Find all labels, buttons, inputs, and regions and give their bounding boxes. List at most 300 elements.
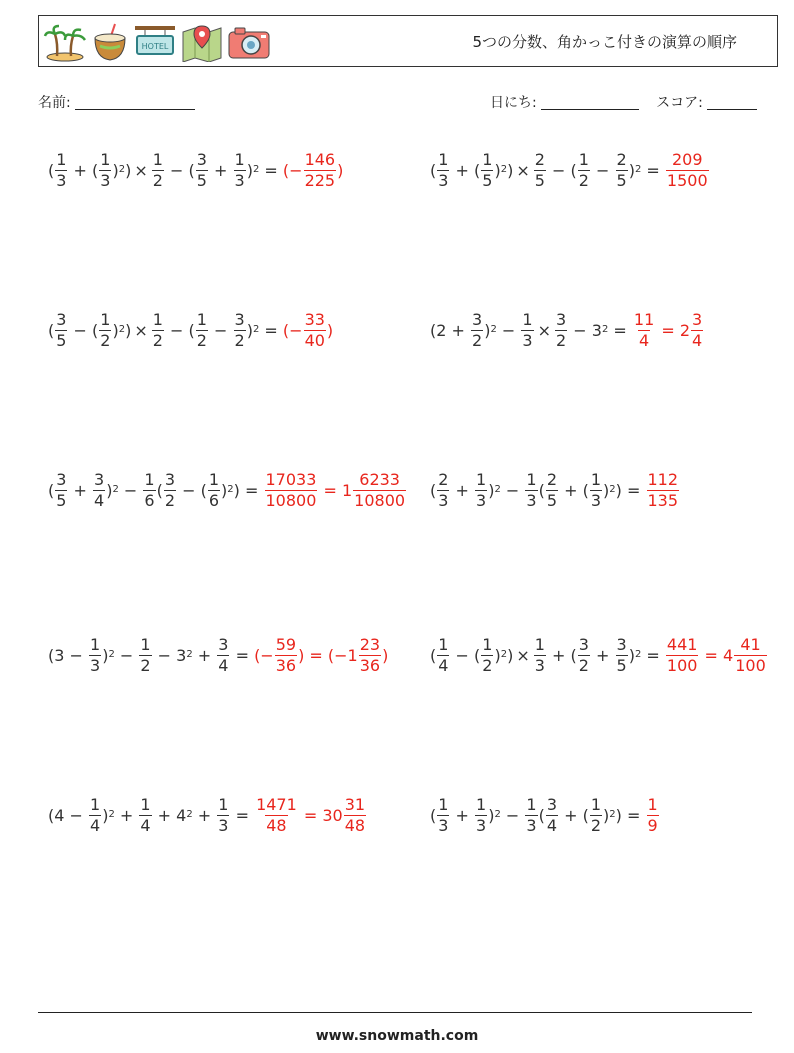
expression-text: ) [125,320,132,340]
palm-island-icon [43,22,87,62]
numerator: 3 [472,309,483,329]
denominator: 4 [638,330,650,350]
map-pin-icon [181,22,223,62]
fraction [616,636,628,674]
expression-text: − ( [177,480,207,500]
fraction [359,636,381,674]
expression-text: ) [382,645,389,665]
fraction [217,636,229,674]
expression-text: = [608,320,632,340]
numerator: 146 [304,149,336,169]
name-label: 名前: [38,95,71,111]
fraction [234,311,246,349]
expression-text: ) [246,320,253,340]
denominator: 4 [90,815,101,835]
denominator: 5 [196,170,207,190]
expression-text: ( [156,480,163,500]
expression-text: + ( [450,160,481,180]
expression-text: = [641,160,665,180]
numerator: 33 [304,309,325,329]
problem-expression: (3 − $\frac{1}{3}$ ) 2 − $\frac{1}{2}$ − 3 2 + $\frac{3}{4}$ = [48,634,255,675]
problem-answer [254,636,388,674]
denominator: 2 [152,330,163,350]
denominator: 36 [275,655,297,675]
expression-text: ( [48,320,55,340]
expression-text: ) [603,805,610,825]
denominator: 1500 [666,170,708,190]
date-score-fields [490,92,757,112]
fraction [555,311,567,349]
numerator: 1 [196,309,207,329]
fraction [590,796,602,834]
denominator: 9 [647,815,658,835]
denominator: 100 [735,655,766,675]
expression-text: ( [430,160,437,180]
fraction [546,796,558,834]
expression-text: ) [603,480,610,500]
problem-expression: ( $\frac{3}{5}$ − ( $\frac{1}{2}$ ) 2 ) × $\frac{1}{2}$ − ( $\frac{1}{2}$ − $\frac{3}{2}$ ) 2 = [48,309,283,350]
fraction [55,471,67,509]
denominator: 5 [482,170,493,190]
numerator: 1 [590,794,602,814]
denominator: 10800 [354,490,406,510]
numerator: 112 [647,469,679,489]
expression-text: + [450,805,475,825]
expression-text: = [259,320,283,340]
denominator: 2 [472,330,483,350]
operator: × [134,160,148,180]
denominator: 2 [152,170,163,190]
fraction [437,636,449,674]
numerator: 1 [482,149,493,169]
numerator: 1 [140,794,151,814]
footer-divider [38,1012,752,1013]
fraction [475,796,487,834]
denominator: 225 [304,170,336,190]
expression-text: = [641,645,665,665]
denominator: 5 [616,170,627,190]
fraction [255,796,298,834]
date-label: 日にち: [490,95,537,111]
expression-text: − [208,320,233,340]
fraction [99,311,111,349]
expression-text: ) [326,320,334,340]
numerator: 31 [344,794,366,814]
problem-answer [283,151,343,189]
fraction [437,796,449,834]
denominator: 2 [140,655,151,675]
fraction [437,471,449,509]
denominator: 40 [304,330,325,350]
denominator: 3 [56,170,67,190]
fraction [590,471,602,509]
expression-text: + 4 [152,805,187,825]
numerator: 1 [438,149,449,169]
coconut-drink-icon [91,22,129,62]
fraction [217,796,229,834]
denominator: 3 [476,815,487,835]
fraction [666,636,699,674]
svg-text:HOTEL: HOTEL [141,42,169,51]
expression-text: ( [538,480,545,500]
expression-text: + ( [68,160,99,180]
worksheet-title: 5つの分数、角かっこ付きの演算の順序 [472,33,737,51]
denominator: 4 [438,655,449,675]
date-line[interactable] [541,95,639,110]
numerator: 2 [616,149,627,169]
expression-text: ) [112,160,119,180]
denominator: 3 [522,330,533,350]
expression-text: − ( [450,645,481,665]
numerator: 59 [275,634,297,654]
expression-text: ) [337,160,344,180]
denominator: 3 [90,655,101,675]
numerator: 6233 [359,469,400,489]
expression-text: ) [494,160,501,180]
denominator: 5 [546,490,558,510]
fraction [152,311,164,349]
problem-expression: (2 + $\frac{3}{2}$ ) 2 − $\frac{1}{3}$ × $\frac{3}{2}$ − 3 2 = [430,309,632,350]
expression-text: + [192,805,217,825]
numerator: 3 [234,309,245,329]
fraction [534,151,546,189]
expression-text: ) = [233,480,264,500]
operator: × [516,645,530,665]
problem-expression: (4 − $\frac{1}{4}$ ) 2 + $\frac{1}{4}$ + 4 2 + $\frac{1}{3}$ = [48,794,255,835]
numerator: 1 [208,469,220,489]
expression-text: − [590,160,615,180]
problem-answer [665,151,710,189]
problem-answer [646,796,660,834]
fraction [525,471,537,509]
denominator: 4 [218,655,229,675]
fraction [471,311,483,349]
denominator: 36 [359,655,381,675]
fraction [647,471,680,509]
header-icons [43,22,271,62]
numerator: 1 [90,634,101,654]
numerator: 3 [56,469,67,489]
expression-text: − [496,320,521,340]
problem-answer [254,796,367,834]
numerator: 1 [482,634,493,654]
expression-text: ) [494,645,501,665]
fraction [481,636,493,674]
fraction [275,636,297,674]
fraction [304,311,326,349]
numerator: 1 [438,794,449,814]
numerator: 1 [144,469,155,489]
denominator: 4 [546,815,558,835]
problem-p5 [48,460,407,520]
fraction [265,471,318,509]
fraction [304,151,337,189]
fraction [437,151,449,189]
expression-text: ) = [615,480,646,500]
expression-text: ) = (−1 [298,645,358,665]
expression-text: = 1 [318,480,353,500]
fraction [89,796,101,834]
problem-expression: ( $\frac{1}{3}$ + $\frac{1}{3}$ ) 2 − $\frac{1}{3}$ ( $\frac{3}{4}$ + ( $\frac{1}{2}$ ) 2 ) = [430,794,646,835]
fraction [633,311,655,349]
worksheet-header [38,15,778,67]
name-field [38,92,195,112]
numerator: 209 [671,149,703,169]
numerator: 3 [616,634,627,654]
numerator: 1 [90,794,101,814]
numerator: 3 [546,794,558,814]
denominator: 3 [526,490,537,510]
expression-text: ) [507,160,514,180]
expression-text: ) [484,320,491,340]
problem-expression: ( $\frac{1}{4}$ − ( $\frac{1}{2}$ ) 2 ) × $\frac{1}{3}$ + ( $\frac{3}{2}$ + $\frac{3}{5}$ ) 2 = [430,634,665,675]
numerator: 3 [56,309,67,329]
expression-text: − ( [164,160,195,180]
expression-text: (4 − [48,805,88,825]
problem-expression: ( $\frac{1}{3}$ + ( $\frac{1}{3}$ ) 2 ) × $\frac{1}{2}$ − ( $\frac{3}{5}$ + $\frac{1}{3}$ ) 2 = [48,149,283,190]
expression-text: (3 − [48,645,88,665]
problem-p10 [430,785,660,845]
denominator: 10800 [265,490,317,510]
denominator: 5 [534,170,545,190]
denominator: 100 [666,655,698,675]
expression-text: ( [48,160,55,180]
numerator: 1 [590,469,602,489]
operator: × [537,320,551,340]
fraction [55,311,67,349]
expression-text: ) [106,480,113,500]
fraction [521,311,533,349]
denominator: 3 [526,815,537,835]
expression-text: (2 + [430,320,470,340]
score-line[interactable] [707,95,757,110]
numerator: 1 [218,794,229,814]
denominator: 2 [578,655,589,675]
expression-text: = 4 [699,645,734,665]
expression-text: − 3 [568,320,602,340]
denominator: 4 [94,490,105,510]
problem-answer [264,471,408,509]
expression-text: ( [48,480,55,500]
operator: × [516,160,530,180]
denominator: 2 [578,170,589,190]
denominator: 3 [218,815,229,835]
expression-text: − [118,480,143,500]
denominator: 48 [344,815,366,835]
numerator: 1 [152,309,163,329]
numerator: 17033 [265,469,317,489]
fraction [196,311,208,349]
numerator: 1471 [256,794,297,814]
numerator: 1 [476,794,487,814]
numerator: 2 [534,149,545,169]
fraction [525,796,537,834]
numerator: 1 [522,309,533,329]
expression-text: ) [102,645,109,665]
expression-text: ( [430,480,437,500]
denominator: 2 [590,815,602,835]
denominator: 6 [144,490,155,510]
expression-text: = [230,645,255,665]
problem-p8 [430,625,768,685]
numerator: 1 [578,149,589,169]
denominator: 3 [438,170,449,190]
expression-text: ) [246,160,253,180]
expression-text: − 3 [152,645,187,665]
problem-expression: ( $\frac{2}{3}$ + $\frac{1}{3}$ ) 2 − $\frac{1}{3}$ ( $\frac{2}{5}$ + ( $\frac{1}{3}$ ) 2 ) = [430,469,646,510]
expression-text: ) [628,645,635,665]
denominator: 2 [164,490,176,510]
expression-text: (− [282,160,303,180]
denominator: 135 [647,490,679,510]
denominator: 2 [196,330,207,350]
numerator: 3 [218,634,229,654]
denominator: 48 [266,815,287,835]
fraction [481,151,493,189]
expression-text: − ( [68,320,99,340]
numerator: 1 [100,309,111,329]
denominator: 2 [100,330,111,350]
expression-text: ) [507,645,514,665]
numerator: 1 [526,794,537,814]
fraction [546,471,558,509]
fraction [734,636,767,674]
numerator: 2 [546,469,558,489]
denominator: 2 [482,655,493,675]
problem-p4 [430,300,704,360]
numerator: 1 [647,794,658,814]
denominator: 4 [140,815,151,835]
numerator: 3 [164,469,176,489]
expression-text: − [500,480,525,500]
hotel-sign-icon [133,22,177,62]
name-line[interactable] [75,95,195,110]
expression-text: + [208,160,233,180]
expression-text: + [114,805,139,825]
numerator: 1 [476,469,487,489]
denominator: 6 [208,490,220,510]
expression-text: ) [488,480,495,500]
numerator: 3 [196,149,207,169]
expression-text: ( [538,805,545,825]
numerator: 23 [359,634,381,654]
denominator: 3 [534,655,545,675]
numerator: 1 [140,634,151,654]
problem-answer [646,471,681,509]
denominator: 5 [56,490,67,510]
expression-text: + [590,645,615,665]
problem-answer [665,636,768,674]
problem-p7 [48,625,388,685]
expression-text: − ( [164,320,195,340]
numerator: 3 [578,634,589,654]
numerator: 3 [94,469,105,489]
problem-p1 [48,140,343,200]
expression-text: ( [430,645,437,665]
expression-text: = [259,160,283,180]
denominator: 3 [438,490,449,510]
denominator: 4 [692,330,703,350]
fraction [475,471,487,509]
footer-url: www.snowmath.com [315,1028,479,1044]
expression-text: + ( [559,805,589,825]
numerator: 11 [633,309,655,329]
denominator: 3 [590,490,602,510]
numerator: 1 [526,469,537,489]
numerator: 3 [555,309,567,329]
expression-text: − [500,805,525,825]
expression-text: ) [112,320,119,340]
numerator: 441 [666,634,698,654]
expression-text: + [192,645,217,665]
problem-p2 [430,140,710,200]
fraction [691,311,703,349]
fraction [353,471,406,509]
expression-text: − [114,645,139,665]
denominator: 5 [616,655,627,675]
score-label: スコア: [656,95,703,111]
fraction [666,151,709,189]
expression-text: ( [430,805,437,825]
fraction [578,151,590,189]
problem-answer [632,311,704,349]
denominator: 3 [476,490,487,510]
fraction [89,636,101,674]
expression-text: ) [102,805,109,825]
numerator: 3 [692,309,703,329]
problem-p9 [48,785,367,845]
numerator: 1 [534,634,545,654]
fraction [647,796,659,834]
numerator: 1 [152,149,163,169]
expression-text: ) [488,805,495,825]
camera-icon [227,22,271,62]
problem-answer [283,311,333,349]
problem-expression: ( $\frac{3}{5}$ + $\frac{3}{4}$ ) 2 − $\frac{1}{6}$ ( $\frac{3}{2}$ − ( $\frac{1}{6}$ ) 2 ) = [48,469,264,510]
fraction [196,151,208,189]
denominator: 2 [234,330,245,350]
denominator: 5 [56,330,67,350]
fraction [139,796,151,834]
expression-text: ) [125,160,132,180]
expression-text: = 2 [656,320,691,340]
fraction [99,151,111,189]
fraction [93,471,105,509]
fraction [55,151,67,189]
expression-text: = 30 [298,805,343,825]
denominator: 2 [555,330,567,350]
numerator: 1 [100,149,111,169]
expression-text: (− [282,320,303,340]
fraction [164,471,176,509]
fraction [208,471,220,509]
fraction [234,151,246,189]
fraction [143,471,155,509]
expression-text: + ( [546,645,577,665]
expression-text: − ( [546,160,577,180]
problem-expression: ( $\frac{1}{3}$ + ( $\frac{1}{5}$ ) 2 ) × $\frac{2}{5}$ − ( $\frac{1}{2}$ − $\frac{2}{5}$ ) 2 = [430,149,665,190]
fraction [616,151,628,189]
denominator: 3 [234,170,245,190]
expression-text: (− [254,645,274,665]
expression-text: = [230,805,255,825]
problem-p3 [48,300,333,360]
expression-text: + [450,480,475,500]
problem-p6 [430,460,680,520]
fraction [344,796,366,834]
expression-text: ) [221,480,228,500]
numerator: 1 [56,149,67,169]
